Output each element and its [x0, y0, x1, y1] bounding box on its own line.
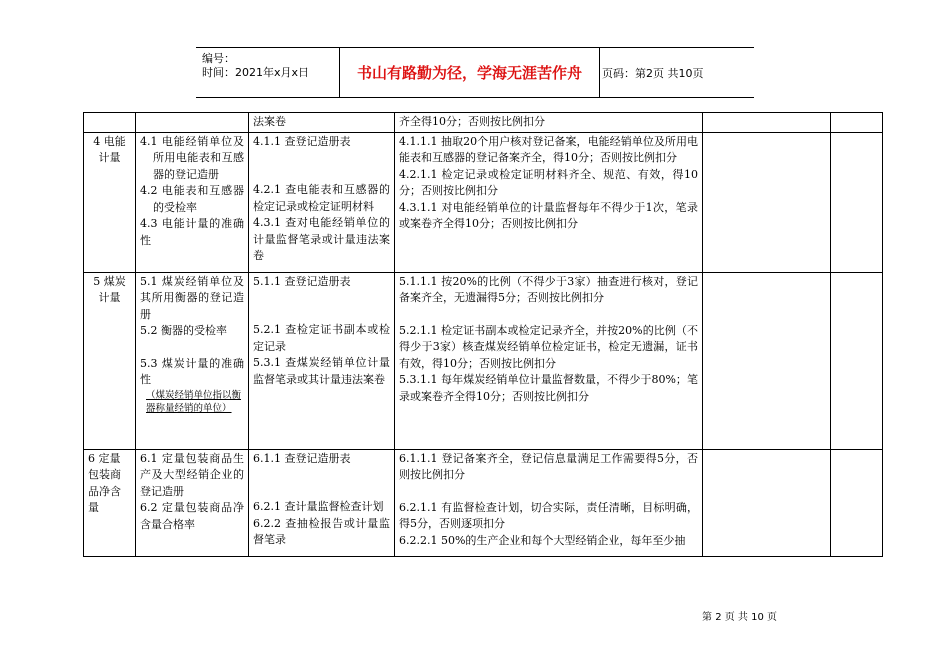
criteria-text: 4.3.1.1 对电能经销单位的计量监督每年不得少于1次，笔录或案卷齐全得10分；否则按比例扣分 — [399, 200, 698, 230]
method-cell — [249, 132, 395, 272]
header-motto: 书山有路勤为径，学海无涯苦作舟 — [356, 64, 582, 82]
criteria-cell: 齐全得10分；否则按比例扣分 — [395, 113, 703, 133]
method-cell — [249, 272, 395, 449]
header-meta — [202, 52, 309, 80]
score-cell — [703, 113, 831, 133]
method-text: 6.1.1 查登记造册表 — [253, 451, 351, 465]
document-date: 时间：2021年x月x日 — [202, 66, 310, 79]
document-number-label: 编号： — [202, 52, 235, 65]
table-row — [84, 113, 883, 133]
item-cell — [136, 113, 249, 133]
category-cell: 5 煤炭计量 — [84, 272, 136, 449]
criteria-text: 5.1.1.1 按20%的比例（不得少于3家）抽查进行核对，登记备案齐全，无遗漏得5分；否则按比例扣分 — [399, 274, 698, 304]
score-cell — [703, 449, 831, 556]
method-text: 4.1.1 查登记造册表 — [253, 134, 351, 148]
table-row — [84, 132, 883, 272]
criteria-cell — [395, 449, 703, 556]
criteria-text: 5.2.1.1 检定证书副本或检定记录齐全，并按20%的比例（不得少于3家）核查煤炭经销单位检定证书，检定无遗漏，证书有效，得10分；否则按比例扣分 — [399, 323, 698, 370]
remark-cell — [831, 449, 883, 556]
remark-cell — [831, 113, 883, 133]
table-row — [84, 449, 883, 556]
item-cell — [136, 449, 249, 556]
item-text: 5.3 煤炭计量的准确性 — [140, 356, 244, 386]
method-cell: 法案卷 — [249, 113, 395, 133]
header-divider — [599, 48, 600, 97]
method-text: 6.2.1 查计量监督检查计划 — [253, 500, 384, 513]
score-cell — [703, 272, 831, 449]
criteria-text: 6.2.1.1 有监督检查计划，切合实际，责任清晰，目标明确，得5分，否则逐项扣分 — [399, 500, 698, 530]
item-text: 6.2 定量包装商品净含量合格率 — [140, 501, 244, 531]
item-text: 5.1 煤炭经销单位及其所用衡器的登记造册 — [140, 274, 244, 321]
category-cell: 6 定量包装商品净含量 — [84, 449, 136, 556]
item-note: （煤炭经销单位指以衡器称量经销的单位） — [146, 389, 242, 414]
category-cell — [84, 113, 136, 133]
item-text: 4.2 电能表和互感器的受检率 — [140, 184, 244, 214]
evaluation-table — [83, 112, 883, 557]
criteria-cell — [395, 132, 703, 272]
page-header — [196, 47, 754, 98]
criteria-cell — [395, 272, 703, 449]
header-divider — [339, 48, 340, 97]
criteria-text: 4.2.1.1 检定记录或检定证明材料齐全、规范、有效，得10分；否则按比例扣分 — [399, 167, 698, 197]
score-cell — [703, 132, 831, 272]
criteria-text: 6.1.1.1 登记备案齐全，登记信息量满足工作需要得5分，否则按比例扣分 — [399, 451, 698, 481]
method-text: 4.3.1 查对电能经销单位的计量监督笔录或计量违法案卷 — [253, 216, 390, 262]
item-cell — [136, 132, 249, 272]
method-cell — [249, 449, 395, 556]
item-text: 6.1 定量包装商品生产及大型经销企业的登记造册 — [140, 451, 244, 498]
method-text: 5.1.1 查登记造册表 — [253, 274, 351, 288]
method-text: 4.2.1 查电能表和互感器的检定记录或检定证明材料 — [253, 183, 390, 213]
criteria-text: 5.3.1.1 每年煤炭经销单位计量监督数量，不得少于80%；笔录或案卷齐全得10分；否则按比例扣分 — [399, 373, 698, 403]
method-text: 5.3.1 查煤炭经销单位计量监督笔录或其计量违法案卷 — [253, 356, 390, 386]
category-cell: 4 电能计量 — [84, 132, 136, 272]
item-text: 4.3 电能计量的准确性 — [140, 217, 244, 247]
table-row — [84, 272, 883, 449]
remark-cell — [831, 272, 883, 449]
method-text: 6.2.2 查抽检报告或计量监督笔录 — [253, 516, 390, 546]
remark-cell — [831, 132, 883, 272]
item-text: 5.2 衡器的受检率 — [140, 324, 227, 337]
header-page-number: 页码：第2页 共10页 — [602, 67, 704, 80]
item-text: 4.1 电能经销单位及所用电能表和互感器的登记造册 — [140, 134, 244, 181]
criteria-text: 6.2.2.1 50%的生产企业和每个大型经销企业，每年至少抽 — [399, 533, 686, 547]
criteria-text: 4.1.1.1 抽取20个用户核对登记备案，电能经销单位及所用电能表和互感器的登记备案齐全，得10分；否则按比例扣分 — [399, 134, 698, 164]
page-footer: 第 2 页 共 10 页 — [702, 612, 777, 623]
method-text: 5.2.1 查检定证书副本或检定记录 — [253, 323, 390, 353]
item-cell — [136, 272, 249, 449]
